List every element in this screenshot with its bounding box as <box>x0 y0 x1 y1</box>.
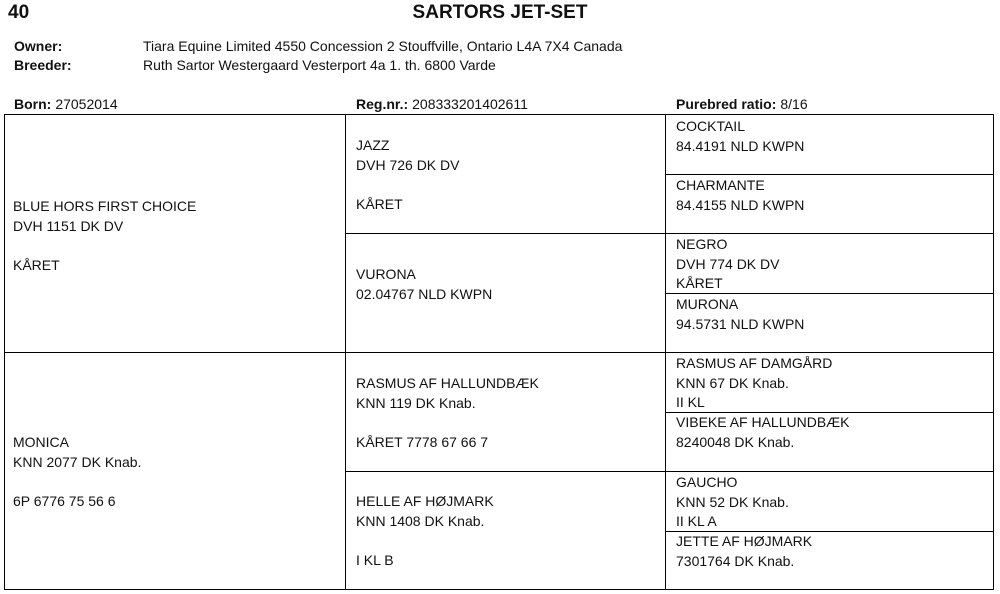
dam-sire-reg: KNN 119 DK Knab. <box>356 394 476 411</box>
sire-reg: DVH 1151 DK DV <box>13 217 124 234</box>
ggp-cell-1 <box>676 117 804 156</box>
sire-sire-name: JAZZ <box>356 137 390 153</box>
sire-cell <box>13 197 196 275</box>
ggp-name: CHARMANTE <box>676 177 765 193</box>
row-divider-gp-1 <box>345 233 994 234</box>
born-field <box>14 96 118 112</box>
ggp-note: II KL A <box>676 513 717 529</box>
ggp-name: RASMUS AF DAMGÅRD <box>676 355 833 371</box>
ggp-reg: 84.4191 NLD KWPN <box>676 137 805 154</box>
ggp-reg: DVH 774 DK DV <box>676 255 780 272</box>
ggp-name: VIBEKE AF HALLUNDBÆK <box>676 414 850 430</box>
ggp-cell-4 <box>676 295 804 334</box>
dam-sire-note: KÅRET 7778 67 66 7 <box>356 433 489 450</box>
breeder-label: Breeder: <box>14 57 72 73</box>
ggp-name: COCKTAIL <box>676 118 745 134</box>
ggp-cell-3 <box>676 235 779 294</box>
dam-reg: KNN 2077 DK Knab. <box>13 453 142 470</box>
sire-sire-reg: DVH 726 DK DV <box>356 156 460 173</box>
ggp-name: GAUCHO <box>676 474 738 490</box>
owner-value: Tiara Equine Limited 4550 Concession 2 Stouffville, Ontario L4A 7X4 Canada <box>143 38 623 54</box>
dam-cell <box>13 433 141 511</box>
ggp-note: II KL <box>676 394 705 410</box>
ggp-cell-2 <box>676 176 804 215</box>
purebred-field <box>676 96 808 112</box>
ggp-reg: 8240048 DK Knab. <box>676 433 795 450</box>
breeder-value: Ruth Sartor Westergaard Vesterport 4a 1. th. 6800 Varde <box>143 57 496 73</box>
reg-field <box>356 96 528 112</box>
ggp-cell-5 <box>676 354 832 413</box>
purebred-value: 8/16 <box>780 96 808 112</box>
dam-note: 6P 6776 75 56 6 <box>13 492 116 509</box>
ggp-reg: KNN 67 DK Knab. <box>676 374 789 391</box>
sire-dam-cell <box>356 265 492 304</box>
horse-name-title: SARTORS JET-SET <box>412 2 588 23</box>
table-top-border <box>4 114 994 115</box>
ggp-cell-6 <box>676 413 850 452</box>
ggp-note: KÅRET <box>676 275 723 291</box>
dam-dam-reg: KNN 1408 DK Knab. <box>356 512 485 529</box>
ggp-cell-8 <box>676 532 812 571</box>
sire-dam-name: VURONA <box>356 266 416 282</box>
dam-sire-name: RASMUS AF HALLUNDBÆK <box>356 375 539 391</box>
reg-label: Reg.nr.: <box>356 96 409 112</box>
sire-name: BLUE HORS FIRST CHOICE <box>13 198 197 214</box>
dam-name: MONICA <box>13 434 69 450</box>
sire-sire-note: KÅRET <box>356 195 403 212</box>
dam-dam-note: I KL B <box>356 551 394 568</box>
ggp-reg: 94.5731 NLD KWPN <box>676 315 805 332</box>
sire-sire-cell <box>356 136 459 214</box>
dam-sire-cell <box>356 374 539 452</box>
ggp-name: MURONA <box>676 296 739 312</box>
sire-note: KÅRET <box>13 256 60 273</box>
ggp-name: NEGRO <box>676 236 728 252</box>
purebred-label: Purebred ratio: <box>676 96 777 112</box>
row-divider-parents <box>4 352 994 353</box>
dam-dam-name: HELLE AF HØJMARK <box>356 493 494 509</box>
dam-dam-cell <box>356 492 494 570</box>
reg-value: 208333201402611 <box>412 96 528 112</box>
sire-dam-reg: 02.04767 NLD KWPN <box>356 285 493 302</box>
row-divider-ggp-1 <box>665 174 994 175</box>
born-value: 27052014 <box>55 96 118 112</box>
ggp-cell-7 <box>676 473 789 532</box>
table-bottom-border <box>4 589 994 590</box>
row-divider-gp-2 <box>345 471 994 472</box>
born-label: Born: <box>14 96 52 112</box>
ggp-reg: 7301764 DK Knab. <box>676 552 795 569</box>
ggp-name: JETTE AF HØJMARK <box>676 533 813 549</box>
catalog-number: 40 <box>8 2 30 23</box>
ggp-reg: 84.4155 NLD KWPN <box>676 196 805 213</box>
owner-label: Owner: <box>14 38 63 54</box>
ggp-reg: KNN 52 DK Knab. <box>676 493 789 510</box>
